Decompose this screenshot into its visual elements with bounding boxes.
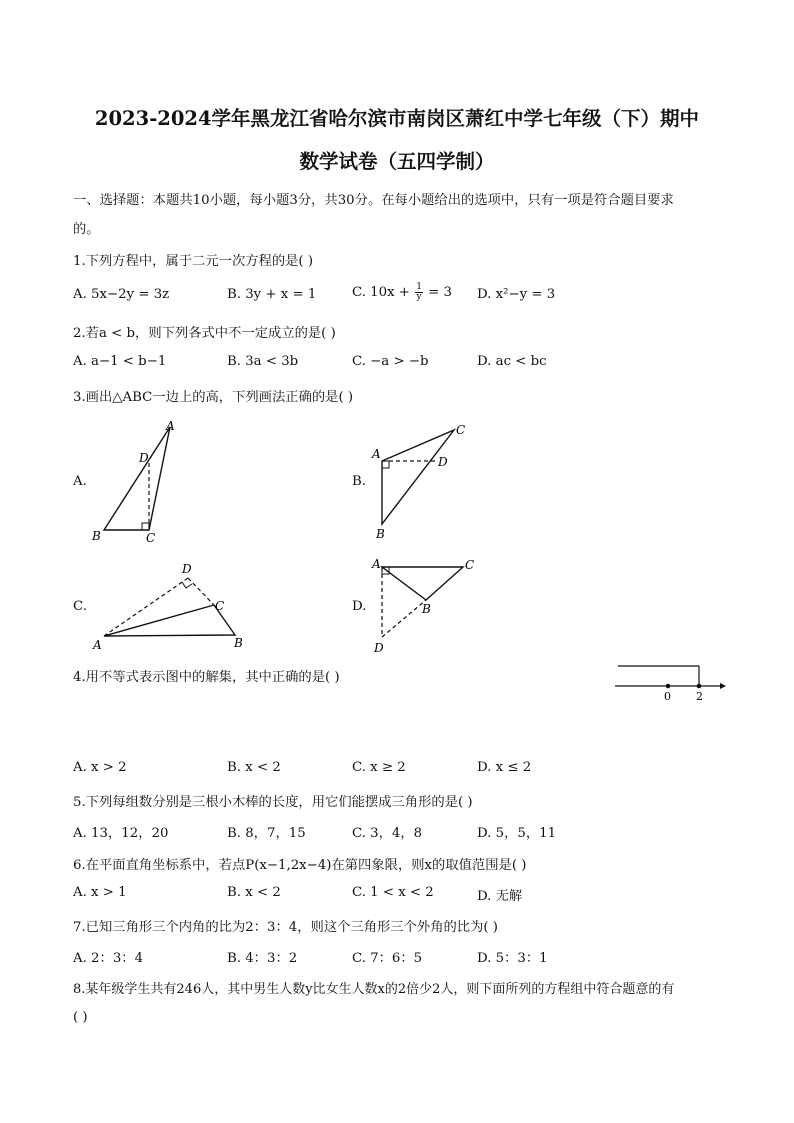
- question-3-stem: 3.画出△ABC一边上的高，下列画法正确的是( ): [73, 390, 354, 405]
- question-3-option-a-label: A.: [73, 474, 87, 489]
- question-3-figure-a: [88, 418, 188, 546]
- vertex-label-a: A: [372, 447, 381, 461]
- vertex-label-b: B: [376, 527, 385, 541]
- question-1-option-c-suffix: = 3: [428, 285, 452, 300]
- tick-label-0: 0: [664, 690, 671, 703]
- question-8-stem-cont: ( ): [73, 1010, 88, 1025]
- question-1-option-a: A. 5x−2y = 3z: [73, 287, 170, 302]
- question-2-stem: 2.若a < b，则下列各式中不一定成立的是( ): [73, 326, 336, 341]
- question-5-stem: 5.下列每组数分别是三根小木棒的长度，用它们能摆成三角形的是( ): [73, 795, 473, 810]
- number-line-figure: [610, 660, 730, 704]
- vertex-label-a: A: [166, 419, 175, 433]
- vertex-label-d: D: [374, 641, 384, 655]
- question-6-option-d: D. 无解: [477, 889, 523, 904]
- vertex-label-b: B: [234, 636, 243, 650]
- question-3-figure-b: [368, 418, 478, 546]
- question-5-option-d: D. 5，5，11: [477, 826, 557, 841]
- question-7-stem: 7.已知三角形三个内角的比为2：3：4，则这个三角形三个外角的比为( ): [73, 920, 498, 935]
- question-5-option-a: A. 13，12，20: [73, 826, 169, 841]
- question-4-stem: 4.用不等式表示图中的解集，其中正确的是( ): [73, 670, 340, 685]
- page-title-line1: 2023-2024学年黑龙江省哈尔滨市南岗区萧红中学七年级（下）期中: [94, 107, 700, 130]
- question-4-option-c: C. x ≥ 2: [352, 760, 406, 775]
- question-3-figure-d: [368, 555, 488, 657]
- question-5-option-c: C. 3，4，8: [352, 826, 423, 841]
- question-2-option-a: A. a−1 < b−1: [73, 354, 167, 369]
- question-8-stem: 8.某年级学生共有246人，其中男生人数y比女生人数x的2倍少2人，则下面所列的方程组中符合题意的有: [73, 982, 675, 997]
- question-4-option-a: A. x > 2: [73, 760, 127, 775]
- question-4-option-d: D. x ≤ 2: [477, 760, 532, 775]
- question-7-option-b: B. 4：3：2: [227, 951, 298, 966]
- tick-label-2: 2: [696, 690, 703, 703]
- question-3-option-c-label: C.: [73, 599, 87, 614]
- question-2-option-b: B. 3a < 3b: [227, 354, 299, 369]
- vertex-label-d: D: [139, 451, 149, 465]
- question-2-option-d: D. ac < bc: [477, 354, 547, 369]
- question-4-option-b: B. x < 2: [227, 760, 281, 775]
- question-2-option-c: C. −a > −b: [352, 354, 429, 369]
- question-6-stem: 6.在平面直角坐标系中，若点P(x−1,2x−4)在第四象限，则x的取值范围是( ): [73, 858, 527, 873]
- vertex-label-a: A: [93, 638, 102, 652]
- vertex-label-c: C: [215, 599, 225, 613]
- vertex-label-a: A: [372, 557, 381, 571]
- section-instructions: 一、选择题：本题共10小题，每小题3分，共30分。在每小题给出的选项中，只有一项是符合题目要求: [73, 193, 674, 208]
- question-7-option-d: D. 5：3：1: [477, 951, 548, 966]
- fraction-denominator: y: [416, 292, 422, 302]
- fraction-numerator: 1: [416, 282, 422, 292]
- question-1-option-c-prefix: C. 10x +: [352, 285, 410, 300]
- question-1-option-d: D. x²−y = 3: [477, 287, 556, 302]
- question-3-option-b-label: B.: [352, 474, 366, 489]
- question-6-option-c: C. 1 < x < 2: [352, 885, 434, 900]
- page-title-line2: 数学试卷（五四学制）: [299, 150, 495, 173]
- vertex-label-c: C: [465, 558, 475, 572]
- vertex-label-d: D: [182, 562, 192, 576]
- question-6-option-a: A. x > 1: [73, 885, 127, 900]
- question-5-option-b: B. 8，7，15: [227, 826, 306, 841]
- vertex-label-c: C: [146, 531, 156, 545]
- question-1-stem: 1.下列方程中，属于二元一次方程的是( ): [73, 254, 314, 269]
- question-7-option-a: A. 2：3：4: [73, 951, 144, 966]
- fraction: [415, 283, 423, 302]
- vertex-label-d: D: [438, 455, 448, 469]
- vertex-label-b: B: [92, 529, 101, 543]
- question-3-figure-c: [90, 558, 260, 654]
- question-3-option-d-label: D.: [352, 599, 367, 614]
- question-1-option-b: B. 3y + x = 1: [227, 287, 317, 302]
- section-instructions-cont: 的。: [73, 222, 100, 237]
- question-1-option-c: [352, 283, 452, 302]
- vertex-label-c: C: [456, 423, 466, 437]
- vertex-label-b: B: [422, 602, 431, 616]
- question-6-option-b: B. x < 2: [227, 885, 281, 900]
- question-7-option-c: C. 7：6：5: [352, 951, 423, 966]
